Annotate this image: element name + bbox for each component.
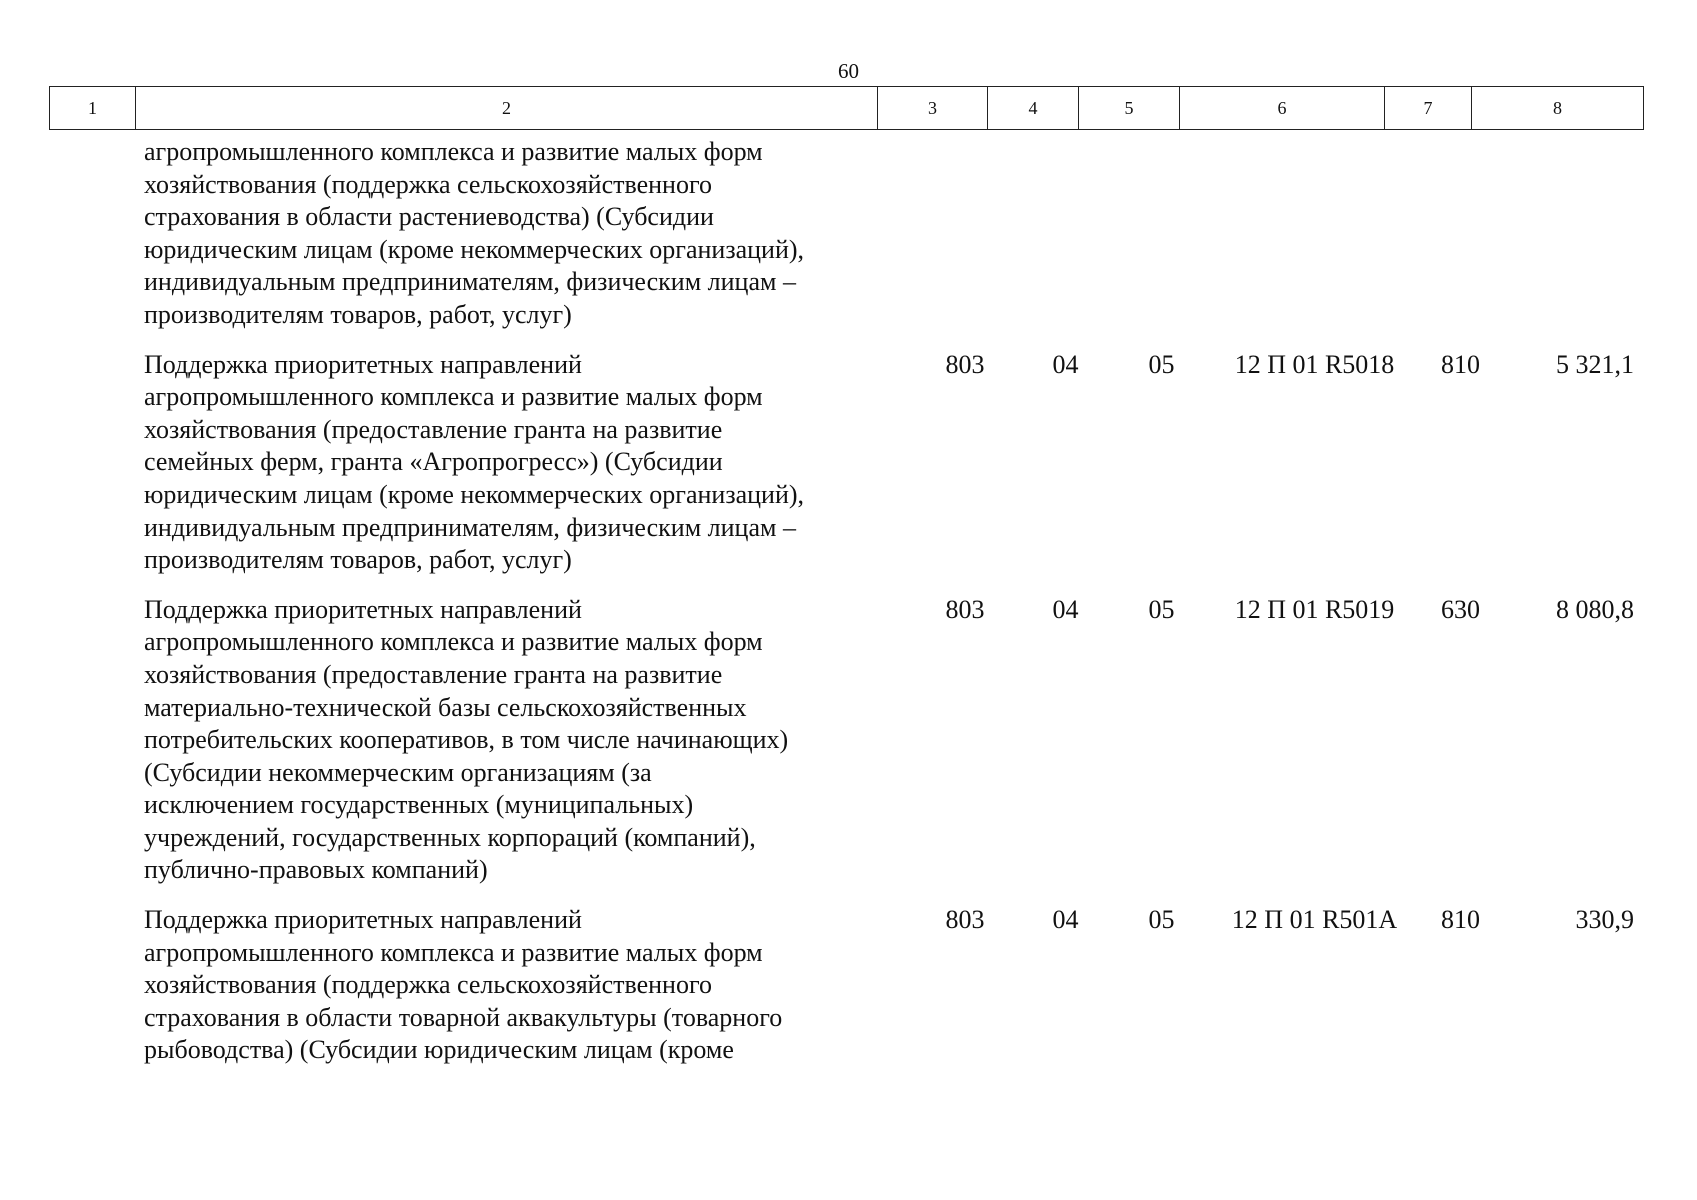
target-article-code: 12 П 01 R501A <box>1231 905 1398 935</box>
amount: 330,9 <box>1575 905 1634 935</box>
header-col-7: 7 <box>1385 87 1472 130</box>
header-col-1: 1 <box>50 87 136 130</box>
description-line: юридическим лицам (кроме некоммерческих организаций), <box>144 234 805 264</box>
header-col-6: 6 <box>1180 87 1385 130</box>
row-description <box>144 349 924 577</box>
description-line: исключением государственных (муниципальных) <box>144 790 694 820</box>
header-col-5: 5 <box>1079 87 1180 130</box>
description-line: хозяйствования (поддержка сельскохозяйственного <box>144 970 712 1000</box>
description-line: юридическим лицам (кроме некоммерческих организаций), <box>144 479 805 509</box>
description-line: страхования в области растениеводства) (Субсидии <box>144 202 714 232</box>
header-col-4: 4 <box>988 87 1079 130</box>
description-line: агропромышленного комплекса и развитие малых форм <box>144 937 763 967</box>
description-line: хозяйствования (предоставление гранта на развитие <box>144 659 723 689</box>
table-row <box>49 349 1643 577</box>
amount: 5 321,1 <box>1556 349 1634 379</box>
row-description <box>144 904 924 1067</box>
description-line: агропромышленного комплекса и развитие малых форм <box>144 137 763 166</box>
description-line: индивидуальным предпринимателям, физическим лицам – <box>144 512 796 542</box>
column-number-header <box>49 86 1644 130</box>
table-row <box>49 904 1643 1067</box>
table-row <box>49 594 1643 887</box>
description-line: индивидуальным предпринимателям, физическим лицам – <box>144 267 796 297</box>
description-line: хозяйствования (предоставление гранта на развитие <box>144 414 723 444</box>
target-article-code: 12 П 01 R5018 <box>1234 349 1395 379</box>
expense-type-code: 810 <box>1441 349 1480 379</box>
ministry-code: 803 <box>945 905 985 935</box>
section-code: 04 <box>1052 905 1079 935</box>
description-line: потребительских кооперативов, в том числе начинающих) <box>144 725 789 755</box>
row-description <box>144 594 924 887</box>
page-number: 60 <box>838 59 859 83</box>
description-line: Поддержка приоритетных направлений <box>144 594 582 624</box>
target-article-code: 12 П 01 R5019 <box>1234 594 1395 624</box>
description-line: Поддержка приоритетных направлений <box>144 905 582 935</box>
section-code: 04 <box>1052 349 1079 379</box>
description-line: агропромышленного комплекса и развитие малых форм <box>144 627 763 657</box>
header-col-3: 3 <box>878 87 988 130</box>
description-line: производителям товаров, работ, услуг) <box>144 299 572 329</box>
table-row <box>49 136 1643 332</box>
description-line: рыбоводства) (Субсидии юридическим лицам (кроме <box>144 1035 734 1065</box>
table-body <box>49 136 1643 1084</box>
subsection-code: 05 <box>1148 349 1175 379</box>
description-line: материально-технической базы сельскохозяйственных <box>144 692 747 722</box>
section-code: 04 <box>1052 594 1079 624</box>
ministry-code: 803 <box>945 594 985 624</box>
subsection-code: 05 <box>1148 594 1175 624</box>
header-col-2: 2 <box>136 87 878 130</box>
description-line: производителям товаров, работ, услуг) <box>144 545 572 575</box>
expense-type-code: 810 <box>1441 905 1480 935</box>
ministry-code: 803 <box>945 349 985 379</box>
description-line: страхования в области товарной аквакультуры (товарного <box>144 1002 783 1032</box>
description-line: учреждений, государственных корпораций (компаний), <box>144 822 756 852</box>
description-line: семейных ферм, гранта «Агропрогресс») (Субсидии <box>144 447 723 477</box>
description-line: хозяйствования (поддержка сельскохозяйственного <box>144 169 712 199</box>
description-line: Поддержка приоритетных направлений <box>144 349 582 379</box>
description-line: публично-правовых компаний) <box>144 855 488 885</box>
description-line: (Субсидии некоммерческим организациям (за <box>144 757 652 787</box>
amount: 8 080,8 <box>1556 594 1634 624</box>
header-col-8: 8 <box>1472 87 1644 130</box>
expense-type-code: 630 <box>1441 594 1480 624</box>
row-description <box>144 136 924 332</box>
subsection-code: 05 <box>1148 905 1175 935</box>
description-line: агропромышленного комплекса и развитие малых форм <box>144 382 763 412</box>
